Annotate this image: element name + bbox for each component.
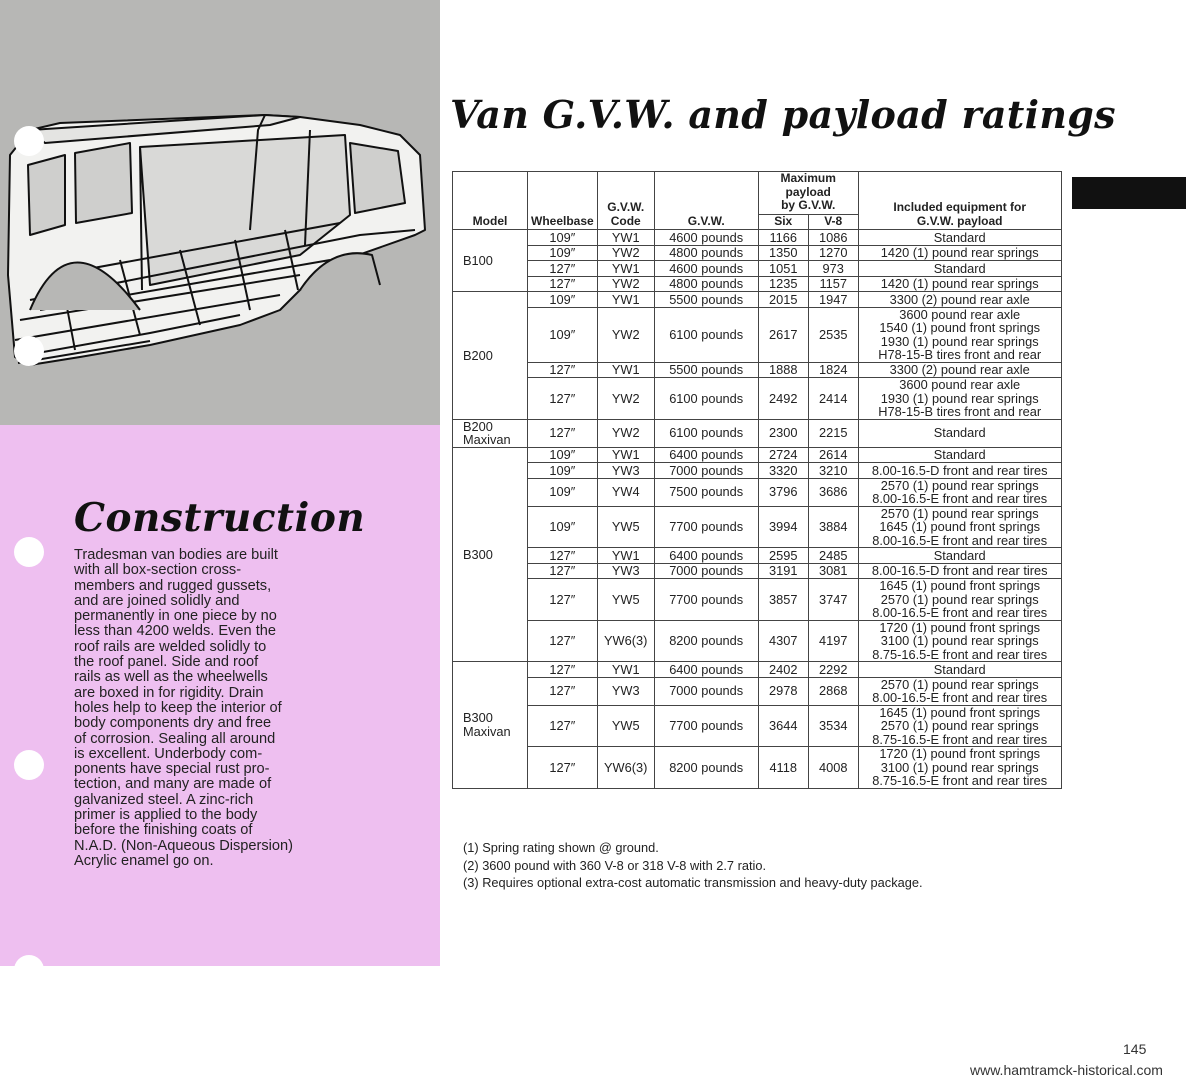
construction-line: rails as well as the wheelwells — [74, 669, 268, 686]
van-body-shell-illustration — [0, 95, 440, 425]
wheelbase-cell: 127″ — [528, 261, 598, 277]
equipment-cell: 1720 (1) pound front springs 3100 (1) pound rear springs 8.75-16.5-E front and rear tires — [858, 747, 1061, 789]
model-cell: B200 — [453, 292, 528, 420]
payload-six-cell: 2492 — [758, 378, 808, 420]
construction-line: N.A.D. (Non-Aqueous Dispersion) — [74, 837, 293, 854]
gvw-code-cell: YW5 — [597, 705, 654, 747]
gvw-code-cell: YW1 — [597, 662, 654, 678]
watermark-url: www.hamtramck-historical.com — [970, 1062, 1163, 1078]
wheelbase-cell: 127″ — [528, 548, 598, 564]
gvw-code-cell: YW2 — [597, 419, 654, 447]
equipment-cell: 3600 pound rear axle 1930 (1) pound rear springs H78-15-B tires front and rear — [858, 378, 1061, 420]
equipment-cell: 1420 (1) pound rear springs — [858, 245, 1061, 261]
gvw-code-cell: YW3 — [597, 563, 654, 579]
payload-v8-cell: 4008 — [808, 747, 858, 789]
wheelbase-cell: 109″ — [528, 447, 598, 463]
header-gvw-code: G.V.W. Code — [597, 172, 654, 230]
construction-line: body components dry and free — [74, 715, 272, 732]
gvw-cell: 5500 pounds — [654, 292, 758, 308]
construction-line: members and rugged gussets, — [74, 577, 272, 594]
gvw-code-cell: YW1 — [597, 261, 654, 277]
wheelbase-cell: 109″ — [528, 292, 598, 308]
equipment-cell: 3300 (2) pound rear axle — [858, 362, 1061, 378]
left-panel — [0, 0, 440, 966]
construction-heading: Construction — [74, 495, 366, 541]
wheelbase-cell: 127″ — [528, 419, 598, 447]
payload-six-cell: 2724 — [758, 447, 808, 463]
equipment-cell: Standard — [858, 447, 1061, 463]
table-row — [453, 276, 1062, 292]
footnotes — [463, 839, 923, 892]
gvw-cell: 7000 pounds — [654, 563, 758, 579]
payload-v8-cell: 2485 — [808, 548, 858, 564]
gvw-code-cell: YW5 — [597, 506, 654, 548]
equipment-cell: Standard — [858, 662, 1061, 678]
wheelbase-cell: 127″ — [528, 705, 598, 747]
equipment-cell: 8.00-16.5-D front and rear tires — [858, 463, 1061, 479]
wheelbase-cell: 127″ — [528, 276, 598, 292]
construction-line: tection, and many are made of — [74, 776, 272, 793]
payload-v8-cell: 2535 — [808, 307, 858, 362]
payload-v8-cell: 2215 — [808, 419, 858, 447]
construction-line: holes help to keep the interior of — [74, 699, 282, 716]
binder-hole — [14, 537, 44, 567]
payload-six-cell: 1350 — [758, 245, 808, 261]
payload-v8-cell: 3081 — [808, 563, 858, 579]
payload-six-cell: 3857 — [758, 579, 808, 621]
payload-v8-cell: 3884 — [808, 506, 858, 548]
payload-v8-cell: 4197 — [808, 620, 858, 662]
equipment-cell: 3300 (2) pound rear axle — [858, 292, 1061, 308]
page-number: 145 — [1123, 1041, 1147, 1057]
table-row — [453, 447, 1062, 463]
payload-six-cell: 2617 — [758, 307, 808, 362]
construction-line: permanently in one piece by no — [74, 608, 277, 625]
header-wheelbase: Wheelbase — [528, 172, 598, 230]
payload-six-cell: 3644 — [758, 705, 808, 747]
payload-v8-cell: 1947 — [808, 292, 858, 308]
wheelbase-cell: 127″ — [528, 747, 598, 789]
equipment-cell: 1420 (1) pound rear springs — [858, 276, 1061, 292]
gvw-cell: 6100 pounds — [654, 419, 758, 447]
equipment-cell: Standard — [858, 230, 1061, 246]
equipment-cell: Standard — [858, 548, 1061, 564]
footnote: (3) Requires optional extra-cost automatic transmission and heavy-duty package. — [463, 875, 923, 890]
payload-v8-cell: 973 — [808, 261, 858, 277]
gvw-code-cell: YW2 — [597, 276, 654, 292]
header-six: Six — [758, 214, 808, 230]
table-row — [453, 620, 1062, 662]
gvw-code-cell: YW1 — [597, 362, 654, 378]
payload-six-cell: 3191 — [758, 563, 808, 579]
table-row — [453, 478, 1062, 506]
payload-six-cell: 1166 — [758, 230, 808, 246]
table-row — [453, 261, 1062, 277]
table-row — [453, 548, 1062, 564]
equipment-cell: 1645 (1) pound front springs 2570 (1) pound rear springs 8.75-16.5-E front and rear tires — [858, 705, 1061, 747]
wheelbase-cell: 109″ — [528, 506, 598, 548]
table-row — [453, 705, 1062, 747]
equipment-cell: 8.00-16.5-D front and rear tires — [858, 563, 1061, 579]
table-row — [453, 230, 1062, 246]
construction-line: is excellent. Underbody com- — [74, 745, 263, 762]
table-row — [453, 506, 1062, 548]
gvw-cell: 7700 pounds — [654, 705, 758, 747]
construction-line: with all box-section cross- — [74, 562, 242, 579]
payload-v8-cell: 3210 — [808, 463, 858, 479]
construction-line: of corrosion. Sealing all around — [74, 730, 276, 747]
payload-six-cell: 1051 — [758, 261, 808, 277]
payload-v8-cell: 2292 — [808, 662, 858, 678]
payload-v8-cell: 2414 — [808, 378, 858, 420]
payload-six-cell: 2978 — [758, 677, 808, 705]
table-row — [453, 245, 1062, 261]
gvw-cell: 4600 pounds — [654, 230, 758, 246]
gvw-cell: 4800 pounds — [654, 276, 758, 292]
payload-six-cell: 2300 — [758, 419, 808, 447]
construction-line: the roof panel. Side and roof — [74, 654, 259, 671]
gvw-cell: 7700 pounds — [654, 506, 758, 548]
wheelbase-cell: 127″ — [528, 579, 598, 621]
construction-line: are boxed in for rigidity. Drain — [74, 684, 264, 701]
table-row — [453, 463, 1062, 479]
footnote: (1) Spring rating shown @ ground. — [463, 840, 659, 855]
gvw-cell: 7000 pounds — [654, 463, 758, 479]
gvw-code-cell: YW6(3) — [597, 747, 654, 789]
payload-v8-cell: 2868 — [808, 677, 858, 705]
table-row — [453, 419, 1062, 447]
payload-v8-cell: 3747 — [808, 579, 858, 621]
table-row — [453, 292, 1062, 308]
gvw-code-cell: YW1 — [597, 548, 654, 564]
model-cell: B200 Maxivan — [453, 419, 528, 447]
gvw-code-cell: YW4 — [597, 478, 654, 506]
equipment-cell: 2570 (1) pound rear springs 8.00-16.5-E front and rear tires — [858, 478, 1061, 506]
header-model: Model — [453, 172, 528, 230]
gvw-cell: 6400 pounds — [654, 548, 758, 564]
binder-hole — [14, 955, 44, 985]
header-v8: V-8 — [808, 214, 858, 230]
table-row — [453, 662, 1062, 678]
wheelbase-cell: 109″ — [528, 230, 598, 246]
wheelbase-cell: 109″ — [528, 245, 598, 261]
wheelbase-cell: 127″ — [528, 677, 598, 705]
payload-six-cell: 3796 — [758, 478, 808, 506]
wheelbase-cell: 109″ — [528, 478, 598, 506]
wheelbase-cell: 127″ — [528, 378, 598, 420]
wheelbase-cell: 109″ — [528, 463, 598, 479]
gvw-code-cell: YW3 — [597, 677, 654, 705]
construction-line: galvanized steel. A zinc-rich — [74, 791, 254, 808]
gvw-code-cell: YW1 — [597, 230, 654, 246]
equipment-cell: 2570 (1) pound rear springs 1645 (1) pound front springs 8.00-16.5-E front and rear tires — [858, 506, 1061, 548]
table-row — [453, 677, 1062, 705]
payload-six-cell: 4118 — [758, 747, 808, 789]
payload-v8-cell: 1086 — [808, 230, 858, 246]
model-cell: B100 — [453, 230, 528, 292]
payload-six-cell: 1888 — [758, 362, 808, 378]
construction-text — [74, 548, 324, 869]
payload-v8-cell: 1270 — [808, 245, 858, 261]
gvw-code-cell: YW2 — [597, 245, 654, 261]
gvw-cell: 6400 pounds — [654, 662, 758, 678]
payload-six-cell: 4307 — [758, 620, 808, 662]
wheelbase-cell: 127″ — [528, 662, 598, 678]
construction-line: less than 4200 welds. Even the — [74, 623, 277, 640]
gvw-code-cell: YW1 — [597, 292, 654, 308]
payload-six-cell: 2015 — [758, 292, 808, 308]
equipment-cell: Standard — [858, 261, 1061, 277]
construction-line: ponents have special rust pro- — [74, 761, 270, 778]
gvw-cell: 4800 pounds — [654, 245, 758, 261]
gvw-code-cell: YW2 — [597, 307, 654, 362]
equipment-cell: 1720 (1) pound front springs 3100 (1) pound rear springs 8.75-16.5-E front and rear tires — [858, 620, 1061, 662]
gvw-cell: 6100 pounds — [654, 307, 758, 362]
construction-line: Tradesman van bodies are built — [74, 547, 278, 563]
header-max-payload: Maximum payload by G.V.W. — [758, 172, 858, 215]
gvw-code-cell: YW5 — [597, 579, 654, 621]
payload-six-cell: 3320 — [758, 463, 808, 479]
binder-hole — [14, 336, 44, 366]
payload-v8-cell: 2614 — [808, 447, 858, 463]
header-gvw: G.V.W. — [654, 172, 758, 230]
gvw-cell: 5500 pounds — [654, 362, 758, 378]
gvw-cell: 7700 pounds — [654, 579, 758, 621]
construction-line: Acrylic enamel go on. — [74, 852, 214, 869]
construction-line: primer is applied to the body — [74, 807, 258, 824]
gvw-cell: 8200 pounds — [654, 620, 758, 662]
payload-v8-cell: 3534 — [808, 705, 858, 747]
section-tab — [1072, 177, 1186, 209]
binder-hole — [14, 126, 44, 156]
gvw-code-cell: YW2 — [597, 378, 654, 420]
page-title: Van G.V.W. and payload ratings — [450, 92, 1116, 137]
construction-line: roof rails are welded solidly to — [74, 638, 267, 655]
payload-six-cell: 2402 — [758, 662, 808, 678]
wheelbase-cell: 127″ — [528, 563, 598, 579]
gvw-cell: 8200 pounds — [654, 747, 758, 789]
gvw-cell: 7500 pounds — [654, 478, 758, 506]
binder-hole — [14, 750, 44, 780]
table-row — [453, 378, 1062, 420]
wheelbase-cell: 127″ — [528, 620, 598, 662]
wheelbase-cell: 127″ — [528, 362, 598, 378]
gvw-code-cell: YW3 — [597, 463, 654, 479]
model-cell: B300 Maxivan — [453, 662, 528, 789]
table-row — [453, 747, 1062, 789]
gvw-cell: 4600 pounds — [654, 261, 758, 277]
wheelbase-cell: 109″ — [528, 307, 598, 362]
payload-v8-cell: 1157 — [808, 276, 858, 292]
gvw-code-cell: YW1 — [597, 447, 654, 463]
equipment-cell: 1645 (1) pound front springs 2570 (1) pound rear springs 8.00-16.5-E front and rear tires — [858, 579, 1061, 621]
gvw-cell: 6100 pounds — [654, 378, 758, 420]
gvw-payload-table — [452, 171, 1062, 789]
table-row — [453, 362, 1062, 378]
table-row — [453, 563, 1062, 579]
equipment-cell: 3600 pound rear axle 1540 (1) pound front springs 1930 (1) pound rear springs H78-15-B tires front and rear — [858, 307, 1061, 362]
footnote: (2) 3600 pound with 360 V-8 or 318 V-8 with 2.7 ratio. — [463, 857, 767, 873]
gvw-cell: 6400 pounds — [654, 447, 758, 463]
equipment-cell: 2570 (1) pound rear springs 8.00-16.5-E front and rear tires — [858, 677, 1061, 705]
table-body — [453, 230, 1062, 789]
gvw-code-cell: YW6(3) — [597, 620, 654, 662]
payload-v8-cell: 3686 — [808, 478, 858, 506]
gvw-cell: 7000 pounds — [654, 677, 758, 705]
payload-six-cell: 2595 — [758, 548, 808, 564]
payload-v8-cell: 1824 — [808, 362, 858, 378]
equipment-cell: Standard — [858, 419, 1061, 447]
table-row — [453, 307, 1062, 362]
payload-six-cell: 3994 — [758, 506, 808, 548]
payload-six-cell: 1235 — [758, 276, 808, 292]
header-equipment: Included equipment for G.V.W. payload — [858, 172, 1061, 230]
table-row — [453, 579, 1062, 621]
construction-line: and are joined solidly and — [74, 592, 240, 609]
model-cell: B300 — [453, 447, 528, 662]
construction-line: before the finishing coats of — [74, 822, 253, 839]
